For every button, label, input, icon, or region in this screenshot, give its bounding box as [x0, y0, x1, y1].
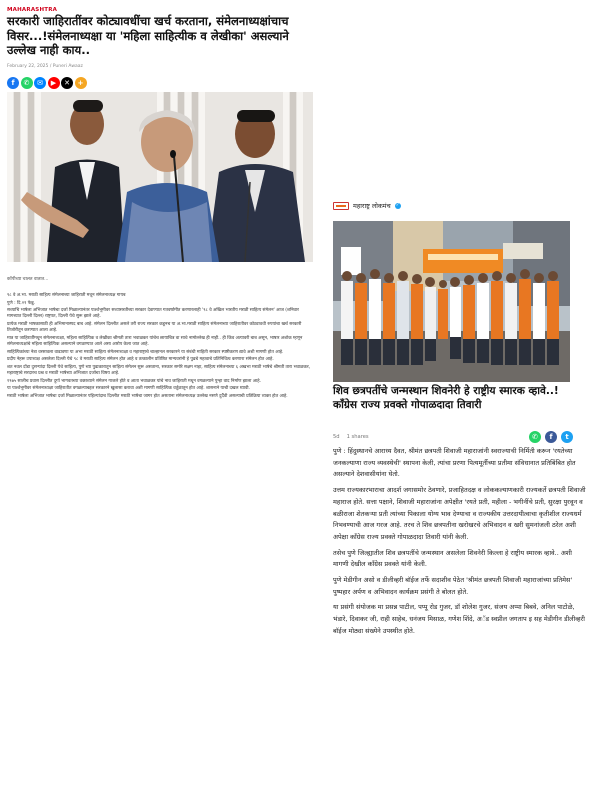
twitter-icon[interactable]: t: [561, 431, 573, 443]
article-body: [7, 293, 314, 401]
body-paragraph: उत्तम राज्यकारभाराचा आदर्श जगासमोर ठेवणारे, प्रजाहितदक्ष व लोककल्याणकारी राज्यकर्ते छत्रपती शिवाजी महाराज होते. सत्ता पक्षाने, शिवाजी महाराजांना अपेक्षीत 'रयते प्रती, महीला - भगीनींचे प्रती, सुरक्षा पुरवून व बळीराजा शेतकऱ्या प्रती त्यांच्या पिकाला योग्य भाव देण्याचा व राज्यकीय उत्तरदायीत्वाचा कृतीशील राज्यधर्म निभवण्याची आज गरज आहे. तरच ते शिव छत्रपतीना खरोखरचे अभिवादन व खरी सुमनांजली ठरेल अशी अपेक्षा कॉंग्रेस राज्य प्रवक्ते गोपाळदादा तिवारी यांनी केली.: [333, 486, 586, 541]
body-paragraph: प्रदीप नेहरू उपाध्यक्ष असलेला दिल्ली येथे ९८ वे मराठी साहित्य संमेलन होत आहे व तत्कालीन प्रतिष्ठित मान्यवरांनी हे पुढचे महत्वाचे प्रतिनिधित्व करणारा संमेलन होत आहे.: [7, 357, 274, 363]
article-headline-right: शिव छत्रपतींचे जन्मस्थान शिवनेरी हे राष्ट्रीय स्मारक व्हावे..! कॉंग्रेस राज्य प्रवक्ते गोपाळदादा तिवारी: [333, 385, 559, 411]
x-icon[interactable]: ✕: [61, 77, 73, 89]
section-label[interactable]: MAHARASHTRA: [7, 7, 58, 13]
article-headline: सरकारी जाहिरातींवर कोट्यावधींचा खर्च करताना, संमेलनाध्यक्षांचाच विसर...!संमेलनाध्यक्षा या 'महिला साहित्यीक व लेखीका' असल्याने उल्लेख नाही काय..: [7, 14, 289, 57]
share-bar-right: [529, 431, 573, 443]
article-photo: [7, 92, 313, 262]
photo-caption: कॉपीच्या चालत वातात...: [7, 277, 49, 282]
body-paragraph: मराठी भाषेला अभिजात भाषेचा दर्जा मिळाल्यानंतर पहिल्यांदाच दिल्लीत मराठी भाषेचा जागर होत असताना संमेलनाध्यक्ष उल्लेख नसणे दुर्दैवी असल्याची प्रतिक्रिया व्यक्त होत आहे.: [7, 393, 288, 399]
post-time: 5d: [333, 434, 340, 440]
article-meta: [333, 431, 573, 443]
body-paragraph: पुणे मेडीगीन असो व डीलीव्हरी बॉईज तर्फे सदाशीव पेठेत 'श्रीमंत छत्रपती शिवाजी महाराजांच्या प्रतिमेस' पुष्पहार अर्पण व अभिवादन कार्यक्रम प्रसंगी ते बोलत होते.: [333, 576, 573, 596]
article-byline: February 22, 2025 / Puneri Awaaz: [7, 64, 83, 69]
body-paragraph: १९७५ सालीच प्रवास दिल्लीत दुर्गा भागवतच्या वक्तव्याने संमेलन गाजले होते व आता भवाळकर यांचे नाव जाहिराती मधून वगळल्याने पुन्हा वाद निर्माण झाला आहे.: [7, 378, 261, 384]
body-paragraph: पुणे : दि.२१ फेब्रु.: [7, 300, 36, 306]
body-paragraph: तसेच पुणे जिल्ह्यातील शिव छत्रपतींचे जन्मस्थान असलेला शिवनेरी किल्ला हे राष्ट्रीय स्मारक व्हावे.. अशी मागणी देखील कॉंग्रेस प्रवक्ते यांनी केली.: [333, 548, 572, 569]
body-paragraph: शत नवल दोंडा दुसऱ्यांदा दिल्ली येथे साहित्य, पुणे च्या पुढाकारातून साहित्य संमेलन सुरू असताना, सरकार समोरे सक्षम नाहा, साहित्य संमेलनाच्या ६ अखभा मराठी भाषेचे श्रीमती तारा भवाळकर, महाराष्ट्राचे सरदारच प्रश्न व मराठी भाषेच्या अभिजात दर्जाचा विषय आहे.: [7, 364, 311, 376]
whatsapp-icon[interactable]: ✆: [21, 77, 33, 89]
youtube-icon[interactable]: ▶: [48, 77, 60, 89]
channel-header[interactable]: [333, 201, 401, 210]
verified-icon: ✓: [395, 203, 400, 208]
article-photo-right: [333, 221, 570, 382]
facebook-icon[interactable]: f: [7, 77, 19, 89]
body-paragraph: सध्याचि भाषेला अभिजात भाषेचा दर्जा मिळाल्यानंतर पार्श्वभूमीवर सध्यासरतीच्या सरकार देवाण्यात गतवर्षामीत करणारलाही '९८ वे अखिल भारतीय मराठी साहित्य संमेलन' आज (शनिवार मागच्यात दिल्ली दिल्ल) राष्ट्रपत, दिल्ली येथे सुरू झाले आहे.: [7, 308, 299, 320]
body-paragraph: पुणे : हिंदुस्थानचे आराध्य दैवत, श्रीमंत छत्रपती शिवाजी महाराजांनी स्वराज्याची निर्मिती करून 'रयतेच्या जनकल्याणा राज्य व्यवस्थेची' स्थापना केली, त्यांचा प्ररणा पित्यमूर्तीच्या प्रतीमा संविधानात प्रतिबिंबित होत असल्याने देशवासीयांना घेतो.: [333, 447, 576, 479]
right-article: [326, 190, 588, 800]
more-icon[interactable]: +: [75, 77, 87, 89]
messenger-icon[interactable]: ✉: [34, 77, 46, 89]
facebook-icon[interactable]: f: [545, 431, 557, 443]
body-paragraph: या पार्श्वभूमीवर संमेलनाध्यक्षा जाहिरातीत वगळल्याबद्दल सरकारने खुलासा करावा अशी मागणी साहित्यिक वर्तुळातून होत आहे. शासनाने याची दखल घ्यावी.: [7, 386, 250, 392]
share-count: 1 shares: [346, 434, 369, 440]
body-paragraph: साहित्यिकांच्या नेत्रा वरसावला वाढावणा या अभा मराठी साहित्य संमेलनाध्यक्षा व महाराष्ट्राचे चाल्हानल सरकारने या संबंधी माहिती सरकार स्पष्टीकरण द्यावे अशी मागणी होत आहे.: [7, 349, 284, 355]
channel-name[interactable]: महाराष्ट्र लोकमंच: [353, 202, 391, 210]
share-bar: [7, 77, 87, 89]
body-paragraph: प्रत्येक मराठी भाषकासाठी ही अभिमानास्पद बाब आहे. संमेलन दिल्लीत असले तरी राज्य सरकार कडूनच या अ.भा.मराठी साहित्य संमेलनाच्या जाहिरातीवर कोट्यावधी रुपयांचा खर्च सरकारी तिजोरीतून करण्यात आला आहे.: [7, 321, 302, 334]
channel-logo: [333, 202, 349, 210]
body-paragraph: या प्रसंगी संयोजक मा प्रसन्न पाटील, पप्पू रोड गुजर, डॉ शोलेश गुजर, संजय अप्पा बिबवे, अनिल पाटोळे, भंडारे, दिवाकर जी, राही साहेब, धनंजय मिसाळ, गणेश शिंदे, अॅड स्वप्नील जगताप इ सह मेडीगीन डीलीव्हरी बॉईज मोठ्या संख्येने उपस्थीत होते.: [333, 603, 585, 635]
article-body-right: [333, 446, 587, 642]
body-paragraph: ९८ वे अ.भा. मराठी साहित्य संमेलनाच्या जाहिराती मधून संमेलनाध्यक्ष गायब: [7, 293, 126, 298]
body-paragraph: मात्र या जाहिरातींमधून संमेलनाध्यक्षा, महिला साहित्यिक व लेखीका श्रीमती तारा भवाळकर यांचेच छायाचित्र वा साधे नामोल्लेख ही नाही.. ही किंव अत्यावरी बाब असून, भाषार अशोक म्हणून संमेलनाध्यक्षांचे महिला साहित्यिक असल्याने वगळण्यात आले असा आरोप केला जात आहे.: [7, 335, 303, 347]
whatsapp-icon[interactable]: ✆: [529, 431, 541, 443]
